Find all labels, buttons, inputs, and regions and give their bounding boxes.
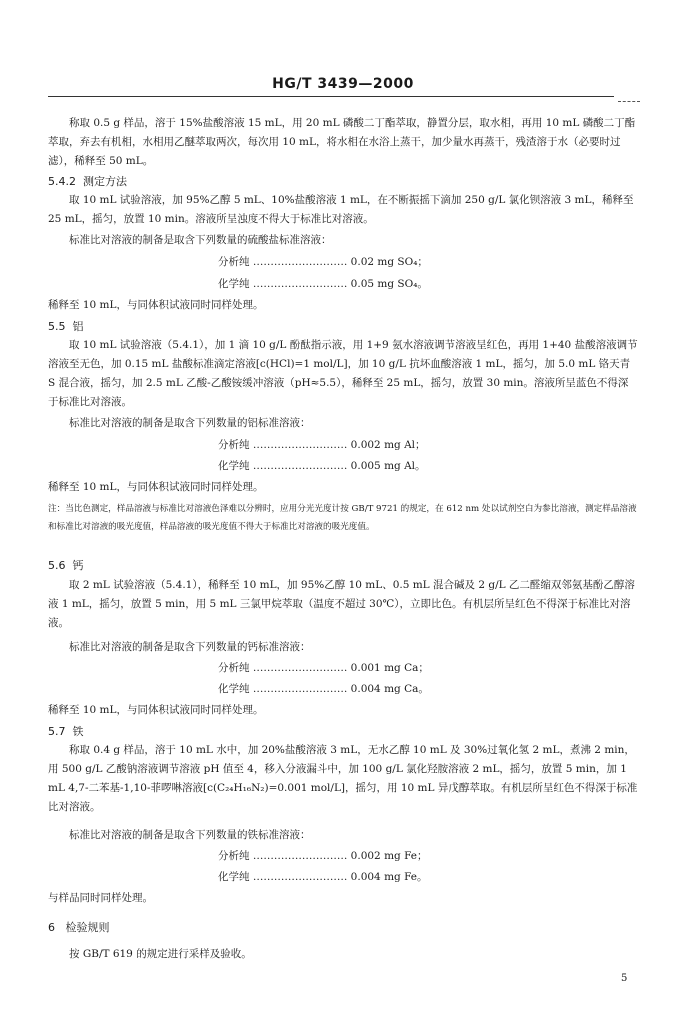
aluminium-ar-line: 分析纯 ……………………… 0.002 mg Al； <box>218 439 426 451</box>
header-rule <box>48 96 614 97</box>
section-number: 5.6 <box>48 559 66 572</box>
header-rule-dash <box>618 101 640 102</box>
sulfate-cp-line: 化学纯 ……………………… 0.05 mg SO₄。 <box>218 278 428 290</box>
note-colorimetry: 注：当比色测定，样品溶液与标准比对溶液色泽难以分辨时，应用分光光度计按 GB/T 9721 的规定，在 612 nm 处以试剂空白为参比溶液，测定样品溶液和标准比对溶液的吸光度值，样品溶液的吸光度值不得大于标准比对溶液的吸光度值。 <box>48 504 637 532</box>
standard-code-header: HG/T 3439—2000 <box>272 76 414 92</box>
section-number: 5.7 <box>48 725 66 738</box>
iron-cp-line: 化学纯 ……………………… 0.004 mg Fe。 <box>218 871 428 883</box>
paragraph-iron-method: 称取 0.4 g 样品，溶于 10 mL 水中，加 20%盐酸溶液 3 mL，无水乙醇 10 mL 及 30%过氧化氢 2 mL，煮沸 2 min，用 500 g/L 乙酸钠溶液调节溶液 pH 值至 4，移入分液漏斗中，加 100 g/L 氯化羟胺溶液 2 mL，摇匀，放置 5 min，加 1 mL 4,7-二苯基-1,10-菲啰啉溶液[c(C₂₄H₁₆N₂)=0.001 mol/L]，摇匀，用 10 mL 异戊醇萃取。有机层所呈红色不得深于标准比对溶液。 <box>48 744 638 813</box>
paragraph-sulfate-standard: 标准比对溶液的制备是取含下列数量的硫酸盐标准溶液： <box>69 234 332 246</box>
section-5-5-heading <box>48 317 638 336</box>
paragraph-aluminium-dilute: 稀释至 10 mL，与同体积试液同时同样处理。 <box>48 481 264 493</box>
section-title: 钙 <box>72 559 84 572</box>
paragraph-calcium-standard: 标准比对溶液的制备是取含下列数量的钙标准溶液： <box>69 641 311 653</box>
paragraph-inspection: 按 GB/T 619 的规定进行采样及验收。 <box>69 948 252 960</box>
calcium-cp-line: 化学纯 ……………………… 0.004 mg Ca。 <box>218 683 429 695</box>
section-title: 铝 <box>72 320 84 333</box>
sulfate-ar-line: 分析纯 ……………………… 0.02 mg SO₄； <box>218 256 428 268</box>
section-5-4-2-heading <box>48 172 638 191</box>
section-title: 铁 <box>72 725 84 738</box>
section-6-heading <box>48 918 638 937</box>
section-title: 检验规则 <box>65 921 110 934</box>
section-number: 5.5 <box>48 320 66 333</box>
page-number: 5 <box>621 973 628 984</box>
paragraph-sulfate-dilute: 稀释至 10 mL，与同体积试液同时同样处理。 <box>48 299 264 311</box>
paragraph-sample-prep: 称取 0.5 g 样品，溶于 15%盐酸溶液 15 mL，用 20 mL 磷酸二丁酯萃取，静置分层，取水相，再用 10 mL 磷酸二丁酯萃取，弃去有机相，水相用乙醚萃取两次，每次用 10 mL，将水相在水浴上蒸干，加少量水再蒸干，残渣溶于水（必要时过滤），稀释至 50 mL。 <box>48 117 636 167</box>
paragraph-calcium-dilute: 稀释至 10 mL，与同体积试液同时同样处理。 <box>48 704 264 716</box>
section-number: 5.4.2 <box>48 175 76 188</box>
iron-ar-line: 分析纯 ……………………… 0.002 mg Fe； <box>218 850 428 862</box>
section-5-6-heading <box>48 556 638 575</box>
calcium-ar-line: 分析纯 ……………………… 0.001 mg Ca； <box>218 662 429 674</box>
paragraph-iron-standard: 标准比对溶液的制备是取含下列数量的铁标准溶液： <box>69 829 311 841</box>
paragraph-calcium-method: 取 2 mL 试验溶液（5.4.1），稀释至 10 mL，加 95%乙醇 10 mL、0.5 mL 混合碱及 2 g/L 乙二醛缩双邻氨基酚乙醇溶液 1 mL，摇匀，放置 5 min，用 5 mL 三氯甲烷萃取（温度不超过 30℃），立即比色。有机层所呈红色不得深于标准比对溶液。 <box>48 579 635 629</box>
section-title: 测定方法 <box>83 175 127 188</box>
section-number: 6 <box>48 921 55 934</box>
paragraph-aluminium-standard: 标准比对溶液的制备是取含下列数量的铝标准溶液： <box>69 417 311 429</box>
paragraph-sulfate-method: 取 10 mL 试验溶液，加 95%乙醇 5 mL、10%盐酸溶液 1 mL，在不断振摇下滴加 250 g/L 氯化钡溶液 3 mL，稀释至 25 mL，摇匀，放置 10 min。溶液所呈浊度不得大于标准比对溶液。 <box>48 194 634 225</box>
section-5-7-heading <box>48 722 638 741</box>
paragraph-aluminium-method: 取 10 mL 试验溶液（5.4.1），加 1 滴 10 g/L 酚酞指示液，用 1+9 氨水溶液调节溶液呈红色，再用 1+40 盐酸溶液调节溶液至无色，加 0.15 mL 盐酸标准滴定溶液[c(HCl)=1 mol/L]，加 10 g/L 抗坏血酸溶液 1 mL，摇匀，加 5.0 mL 铬天青 S 混合液，摇匀，加 2.5 mL 乙酸-乙酸铵缓冲溶液（pH≈5.5），稀释至 25 mL，摇匀，放置 30 min。溶液所呈蓝色不得深于标准比对溶液。 <box>48 339 638 408</box>
aluminium-cp-line: 化学纯 ……………………… 0.005 mg Al。 <box>218 460 426 472</box>
paragraph-iron-treat: 与样品同时同样处理。 <box>48 892 153 904</box>
